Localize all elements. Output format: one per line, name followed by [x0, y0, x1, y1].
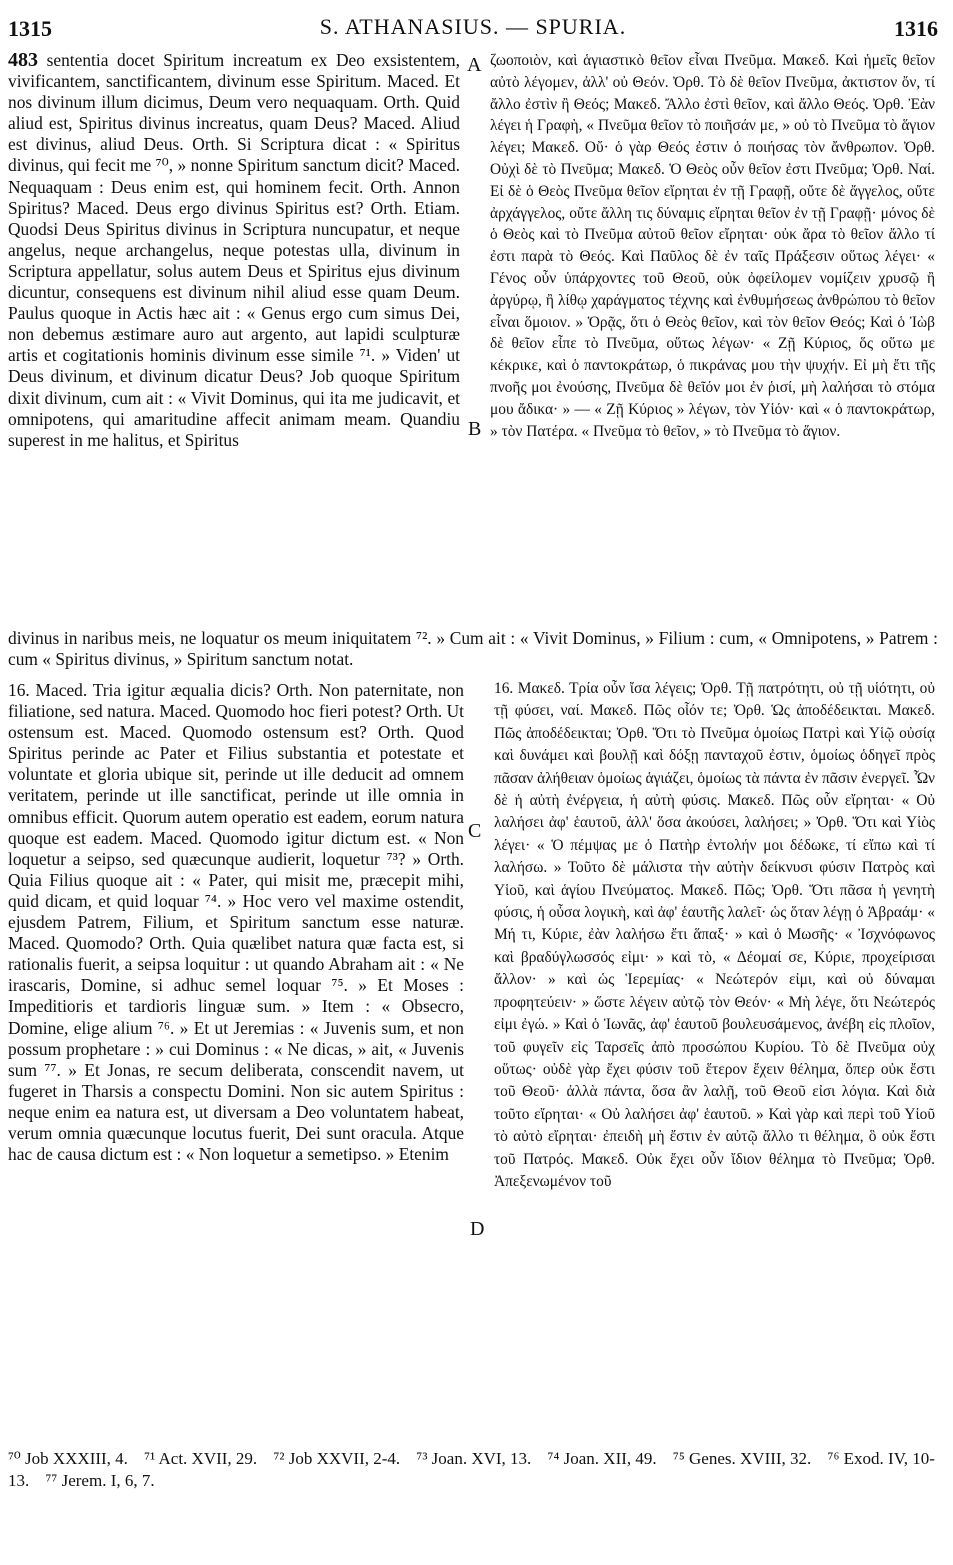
greek-text-bottom: 16. Μακεδ. Τρία οὖν ἴσα λέγεις; Ὀρθ. Τῇ πατρότητι, οὐ τῇ υἱότητι, οὐ τῇ φύσει, ναί. Μακεδ. Πῶς οἷόν τε; Ὀρθ. Ὡς ἀποδέδεικται. Μακεδ. Πῶς ἀποδέδεικται; Ὀρθ. Ὅτι τὸ Πνεῦμα ὁμοίως Πατρὶ καὶ Υἱῷ οὐσίᾳ καὶ δυνάμει καὶ βουλῇ καὶ δόξῃ πανταχοῦ ἐστιν, ὁμοίως ὁδηγεῖ πρὸς πᾶσαν ἀλήθειαν ὁμοίως ἁγιάζει, ὁμοίως τὰ πάντα ἐν πᾶσιν ἐνεργεῖ. Ὧν δὲ ἡ αὐτὴ ἐνέργεια, ἡ αὐτὴ φύσις. Μακεδ. Πῶς οὖν εἴρηται· « Οὐ λαλήσει ἀφ' ἑαυτοῦ, ἀλλ' ὅσα ἀκούσει, λαλήσει; » Ὀρθ. Ὅτι καὶ Υἱὸς λέγει· « Ὁ πέμψας με ὁ Πατὴρ ἐντολήν μοι δέδωκε, τί εἴπω καὶ τί λαλήσω. » Τοῦτο δὲ μάλιστα τὴν αὐτὴν δείκνυσι φύσιν Πατρὸς καὶ Υἱοῦ, καὶ ἁγίου Πνεύματος. Μακεδ. Πῶς; Ὀρθ. Ὅτι πᾶσα ἡ γενητὴ φύσις, ἡ οὖσα λογικὴ, καὶ ἀφ' ἑαυτῆς λαλεῖ· ὡς ὅταν λέγῃ ὁ Ἀβραάμ· « Μή τι, Κύριε, ἐὰν λαλήσω ἔτι ἅπαξ· » καὶ ὁ Μωσῆς· « Ἰσχνόφωνος καὶ βραδύγλωσσός εἰμι· » καὶ τὸ, « Δέομαί σε, Κύριε, προχείρισαι ἄλλον· » καὶ ὡς Ἱερεμίας· « Νεώτερόν εἰμι, καὶ οὐ δύναμαι προφητεύειν· » ὥστε λέγειν αὐτῷ τὸν Θεόν· « Μὴ λέγε, ὅτι Νεώτερός εἰμι ἐγώ. » Καὶ ὁ Ἰωνᾶς, ἀφ' ἑαυτοῦ βουλευσάμενος, ἀνέβη εἰς πλοῖον, τοῦ φυγεῖν εἰς Ταρσεῖς ἀπὸ προσώπου Κυρίου. Τὸ δὲ Πνεῦμα οὐχ οὕτως· οὐδὲ γὰρ ἔχει φύσιν τοῦ ἕτερον ἔχειν θέλημα, ὅπερ οὐκ ἔστι τοῦ Θεοῦ· ἀλλὰ πάντα, ὅσα ἂν λαλῇ, τοῦ Θεοῦ εἰσι λόγια. Καὶ διὰ τοῦτο εἴρηται· « Οὐ λαλήσει ἀφ' ἑαυτοῦ. » Καὶ γὰρ καὶ περὶ τοῦ Υἱοῦ τὸ αὐτὸ εἴρηται· ἐπειδὴ μὴ ἔστιν ἐν αὐτῷ ἄλλο τι θέλημα, ὃ οὐκ ἔστι τοῦ Πατρός. Μακεδ. Οὐκ ἔχει οὖν ἴδιον θέλημα τὸ Πνεῦμα; Ὀρθ. Ἀπεξενωμένον τοῦ	[494, 680, 935, 1190]
footnote: ⁷³ Joan. XVI, 13.	[416, 1449, 532, 1468]
footnote: ⁷⁴ Joan. XII, 49.	[547, 1449, 657, 1468]
latin-column-top	[8, 50, 460, 632]
running-header	[8, 10, 938, 40]
margin-letter-b: B	[468, 418, 482, 440]
latin-column-bottom	[8, 680, 464, 1398]
footnote: ⁷⁷ Jerem. I, 6, 7.	[45, 1471, 155, 1490]
footnote: ⁷⁶ Exod. IV, 10-13.	[8, 1449, 935, 1490]
latin-fullwidth-text: divinus in naribus meis, ne loquatur os meum iniquitatem ⁷². » Cum ait : « Vivit Dominus, » Filium : cum, « Omnipotens, » Patrem : cum « Spiritus divinus, » Spiritum sanctum notat.	[8, 628, 938, 670]
footnote: ⁷⁵ Genes. XVIII, 32.	[672, 1449, 812, 1468]
margin-letter-a: A	[467, 54, 482, 76]
greek-text-top: ζωοποιὸν, καὶ ἁγιαστικὸ θεῖον εἶναι Πνεῦμα. Μακεδ. Καὶ ἡμεῖς θεῖον αὐτὸ λέγομεν, ἀλλ' οὐ Θεόν. Ὀρθ. Τὸ δὲ θεῖον Πνεῦμα, ἀκτιστον ὄν, τί ἄλλο ἐστὶν ἢ Θεός; Μακεδ. Ἄλλο ἐστὶ θεῖον, καὶ ἄλλο Θεός. Ὀρθ. Ἐὰν λέγει ἡ Γραφὴ, « Πνεῦμα θεῖον τὸ ποιῆσάν με, » οὐ τὸ Πνεῦμα τὸ ἅγιον λέγει; Μακεδ. Οὔ· ὁ γὰρ Θεός ἐστιν ὁ ποιήσας τὸν ἄνθρωπον. Ὀρθ. Οὐχὶ δὲ τὸ Πνεῦμα; Μακεδ. Ὁ Θεὸς οὖν θεῖον ἐστι Πνεῦμα; Ὀρθ. Ναί. Εἰ δὲ ὁ Θεὸς Πνεῦμα θεῖον εἴρηται ἐν τῇ Γραφῇ, οὔτε δὲ ἄγγελος, οὔτε ἀρχάγγελος, οὔτε ἄλλη τις δύναμις εἴρηται θεῖον ἐν τῇ Γραφῇ· μόνος δὲ ὁ Θεὸς καὶ τὸ Πνεῦμα αὐτοῦ θεῖον εἴρηται· οὐκ ἄρα τὸ θεῖον ἄλλο τί ἐστι παρὰ τὸ Θεός. Καὶ Παῦλος δὲ ἐν ταῖς Πράξεσιν οὕτως λέγει· « Γένος οὖν ὑπάρχοντες τοῦ Θεοῦ, οὐκ ὀφείλομεν νομίζειν χρυσῷ ἢ ἀργύρῳ, ἢ λίθῳ χαράγματος τέχνης καὶ ἐνθυμήσεως ἀνθρώπου τὸ θεῖον εἶναι ὅμοιον. » Ὁρᾷς, ὅτι ὁ Θεὸς θεῖον, καὶ τὸν θεῖον Θεός; Καὶ ὁ Ἰὼβ δὲ θεῖον εἶπε τὸ Πνεῦμα, οὕτως λέγων· « Ζῇ Κύριος, ὅς οὕτω με κέκρικε, καὶ ὁ παντοκράτωρ, ὁ πικράνας μου τὴν ψυχήν. Εἰ μὴ ἔτι τῆς πνοῆς μοι ἐνούσης, Πνεῦμα δὲ θεῖόν μοι ἐν ῥισί, μὴ λαλήσαι τὸ στόμα μου ἄδικα· » — « Ζῇ Κύριος » λέγων, τὸν Υἱόν· καὶ « ὁ παντοκράτωρ, » τὸν Πατέρα. « Πνεῦμα τὸ θεῖον, » τὸ Πνεῦμα τὸ ἅγιον.	[490, 52, 935, 440]
section-marker: 483	[8, 49, 38, 71]
footnote: ⁷⁰ Job XXXIII, 4.	[8, 1449, 128, 1468]
page-number-right: 1316	[894, 16, 938, 41]
running-title: S. ATHANASIUS. — SPURIA.	[319, 14, 627, 39]
margin-letter-c: C	[468, 820, 482, 842]
footnote: ⁷² Job XXVII, 2-4.	[273, 1449, 401, 1468]
footnotes	[8, 1448, 938, 1492]
page-number-left: 1315	[8, 16, 52, 41]
latin-text-top: sententia docet Spiritum increatum ex Deo exsistentem, vivificantem, sanctificantem, divinum esse Spiritum. Maced. Et nos divinum illum dicimus, Deum vero nequaquam. Orth. Quid aliud est, Spiritus divinus increatus, quam Deus? Maced. Aliud est divinus, aliud Deus. Orth. Si Scriptura dicat : « Spiritus divinus, qui fecit me ⁷⁰, » nonne Spiritum sanctum dicit? Maced. Nequaquam : Deus enim est, qui hominem fecit. Orth. Annon Spiritus? Maced. Deus ergo divinus Spiritus est? Orth. Etiam. Quodsi Deus Spiritus divinus in Scriptura nuncupatur, et neque angelus, neque archangelus, neque potestas ulla, divinum in Scriptura appellatur, solus autem Deus et Spiritus ejus divinum dicuntur, consequens est divinum nihil aliud esse quam Deum. Paulus quoque in Actis hæc ait : « Genus ergo cum simus Dei, non debemus æstimare auro aut argento, aut lapidi sculpturæ artis et cogitationis hominis divinum esse simile ⁷¹. » Viden' ut Deus divinum, et divinum dicatur Deus? Job quoque Spiritum dixit divinum, cum ait : « Vivit Dominus, qui ita me judicavit, et omnipotens, qui amaritudine affecit animam meam. Quandiu superest in me halitus, et Spiritus	[8, 50, 460, 450]
footnote: ⁷¹ Act. XVII, 29.	[144, 1449, 258, 1468]
latin-text-bottom: 16. Maced. Tria igitur æqualia dicis? Orth. Non paternitate, non filiatione, sed natura. Maced. Quomodo hoc fieri potest? Orth. Ut ostensum est. Maced. Quomodo ostensum est? Orth. Quod Spiritus perinde ac Pater et Filius substantia et potestate et voluntate et gloria ubique sit, perinde ut ille deducit ad omnem veritatem, perinde ut ille sanctificat, perinde ut ille omnia in omnibus efficit. Quorum autem operatio est eadem, eorum natura quoque est eadem. Maced. Quomodo igitur dictum est. « Non loquetur a seipso, sed quæcunque audierit, loquetur ⁷³? » Orth. Quia Filius quoque ait : « Pater, qui misit me, præcepit mihi, quid dicam, et quid loquar ⁷⁴. » Hoc vero vel maxime ostendit, ejusdem Patrem, Filium, et Spiritum sanctum esse naturæ. Maced. Quomodo? Orth. Quia quælibet natura quæ facta est, si rationalis fuerit, a seipsa loquitur : ut quando Abraham ait : « Ne irascaris, Domine, si adhuc semel loquar ⁷⁵. » Et Moses : Impeditioris et tardioris linguæ sum. » Item : « Obsecro, Domine, elige alium ⁷⁶. » Et ut Jeremias : « Juvenis sum, et non possum prophetare : » cui Dominus : « Ne dicas, » ait, « Juvenis sum ⁷⁷. » Et Jonas, re secum deliberata, conscendit navem, ut fugeret in Tharsis a conspectu Domini. Non sic autem Spiritus : neque enim ea natura est, ut diversam a Deo voluntatem habeat, verum omnia quæcunque locutus fuerit, Dei sunt oracula. Atque hac de causa dictum est : « Non loquetur a semetipso. » Etenim	[8, 680, 464, 1165]
greek-column-top	[490, 50, 935, 628]
margin-letter-d: D	[470, 1218, 485, 1240]
greek-column-bottom	[494, 678, 935, 1400]
